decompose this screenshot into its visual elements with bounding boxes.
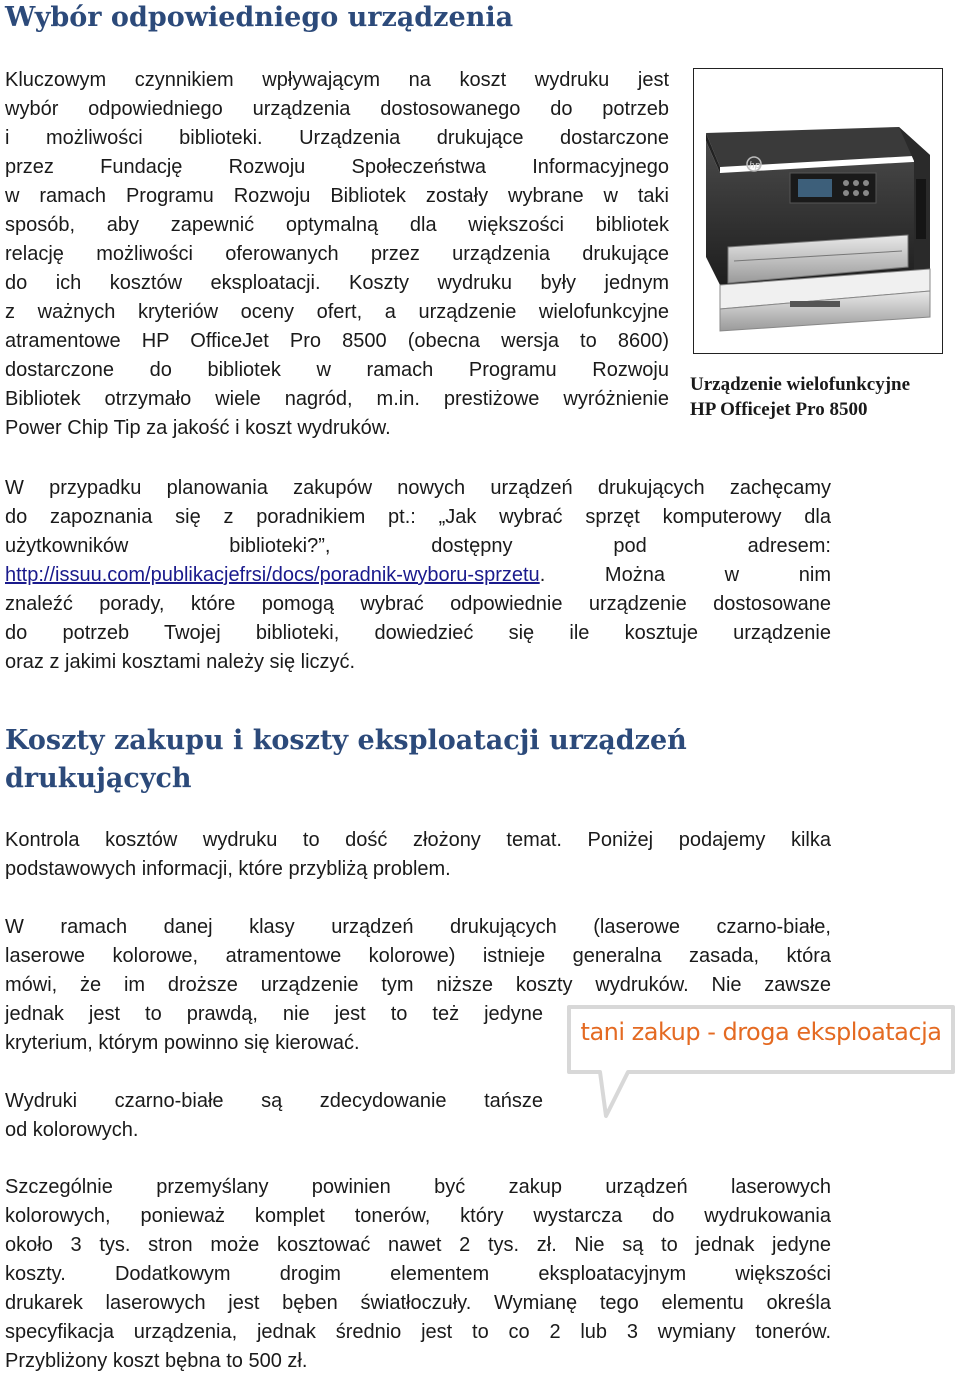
text-line-with-link [5, 561, 831, 590]
printer-image [694, 69, 941, 352]
cheap-buy-callout [566, 1004, 956, 1120]
text-line: oraz z jakimi kosztami należy się liczyć. [5, 651, 356, 673]
cost-intro-paragraph [5, 826, 831, 884]
text-line: do ich kosztów eksploatacji. Koszty wydruku były jednym [5, 272, 669, 294]
price-rule-paragraph-b [5, 1000, 543, 1058]
text-line: mówi, że im droższe urządzenie tym niższe koszty wydruków. Nie zawsze [5, 974, 831, 996]
text-line: około 3 tys. stron może kosztować nawet 2 tys. zł. Nie są to jednak jedyne [5, 1234, 831, 1256]
text-line: Bibliotek otrzymało wiele nagród, m.in. prestiżowe wyróżnienie [5, 388, 669, 410]
text-line: atramentowe HP OfficeJet Pro 8500 (obecna wersja to 8600) [5, 330, 669, 352]
text-line: i możliwości biblioteki. Urządzenia drukujące dostarczone [5, 127, 669, 149]
text-line: do potrzeb Twojej biblioteki, dowiedzieć się ile kosztuje urządzenie [5, 622, 831, 644]
intro-paragraph [5, 66, 669, 443]
text-line: W przypadku planowania zakupów nowych urządzeń drukujących zachęcamy [5, 477, 831, 499]
guide-paragraph [5, 474, 831, 677]
caption-line: Urządzenie wielofunkcyjne [690, 374, 911, 395]
text-line: Przybliżony koszt bębna to 500 zł. [5, 1350, 308, 1372]
text-line: z ważnych kryteriów oceny ofert, a urządzenie wielofunkcyjne [5, 301, 669, 323]
text-line: drukarek laserowych jest bęben światłoczuły. Wymianę tego elementu określa [5, 1292, 831, 1314]
section-heading-costs [5, 722, 705, 798]
text-line: specyfikacja urządzenia, jednak średnio jest to co 2 lub 3 wymiany tonerów. [5, 1321, 831, 1343]
text-line: w ramach Programu Rozwoju Bibliotek zostały wybrane w taki [5, 185, 669, 207]
laser-costs-paragraph [5, 1173, 831, 1376]
text-line: koszty. Dodatkowym drogim elementem eksploatacyjnym większości [5, 1263, 831, 1285]
heading-line: drukujących [5, 763, 192, 794]
printer-caption [690, 372, 910, 422]
text-fragment: . Można w nim [539, 564, 831, 586]
text-line: Wydruki czarno-białe są zdecydowanie tańsze [5, 1090, 543, 1112]
text-line: użytkowników biblioteki?”, dostępny pod adresem: [5, 535, 831, 557]
text-line: jednak jest to prawdą, nie jest to też jedyne [5, 1003, 543, 1025]
printer-photo-frame [693, 68, 943, 354]
text-line: przez Fundację Rozwoju Społeczeństwa Informacyjnego [5, 156, 669, 178]
text-line: kolorowych, ponieważ komplet tonerów, który wystarcza do wydrukowania [5, 1205, 831, 1227]
text-line: wybór odpowiedniego urządzenia dostosowanego do potrzeb [5, 98, 669, 120]
text-line: sposób, aby zapewnić optymalną dla większości bibliotek [5, 214, 669, 236]
text-line: W ramach danej klasy urządzeń drukujących (laserowe czarno-białe, [5, 916, 831, 938]
price-rule-paragraph-a [5, 913, 831, 1000]
text-line: Kontrola kosztów wydruku to dość złożony temat. Poniżej podajemy kilka [5, 829, 831, 851]
text-line: od kolorowych. [5, 1119, 139, 1141]
text-line: kryterium, którym powinno się kierować. [5, 1032, 360, 1054]
section-heading-device-choice: Wybór odpowiedniego urządzenia [5, 2, 514, 33]
text-line: relację możliwości oferowanych przez urządzenia drukujące [5, 243, 669, 265]
text-line: Kluczowym czynnikiem wpływającym na koszt wydruku jest [5, 69, 669, 91]
bw-vs-color-paragraph [5, 1087, 543, 1145]
printer-brand-label: hp [749, 161, 761, 171]
text-line: znaleźć porady, które pomogą wybrać odpowiednie urządzenie dostosowane [5, 593, 831, 615]
text-line: Szczególnie przemyślany powinien być zakup urządzeń laserowych [5, 1176, 831, 1198]
text-line: laserowe kolorowe, atramentowe kolorowe) istnieje generalna zasada, która [5, 945, 831, 967]
text-line: do zapoznania się z poradnikiem pt.: „Jak wybrać sprzęt komputerowy dla [5, 506, 831, 528]
text-line: Power Chip Tip za jakość i koszt wydruków. [5, 417, 391, 439]
callout-text: tani zakup - droga eksploatacja [580, 1018, 942, 1046]
guide-link[interactable]: http://issuu.com/publikacjefrsi/docs/poradnik-wyboru-sprzetu [5, 564, 540, 586]
text-line: podstawowych informacji, które przybliżą problem. [5, 858, 451, 880]
text-line: dostarczone do bibliotek w ramach Programu Rozwoju [5, 359, 669, 381]
heading-line: Koszty zakupu i koszty eksploatacji urządzeń [5, 725, 687, 756]
caption-line: HP Officejet Pro 8500 [690, 399, 868, 420]
